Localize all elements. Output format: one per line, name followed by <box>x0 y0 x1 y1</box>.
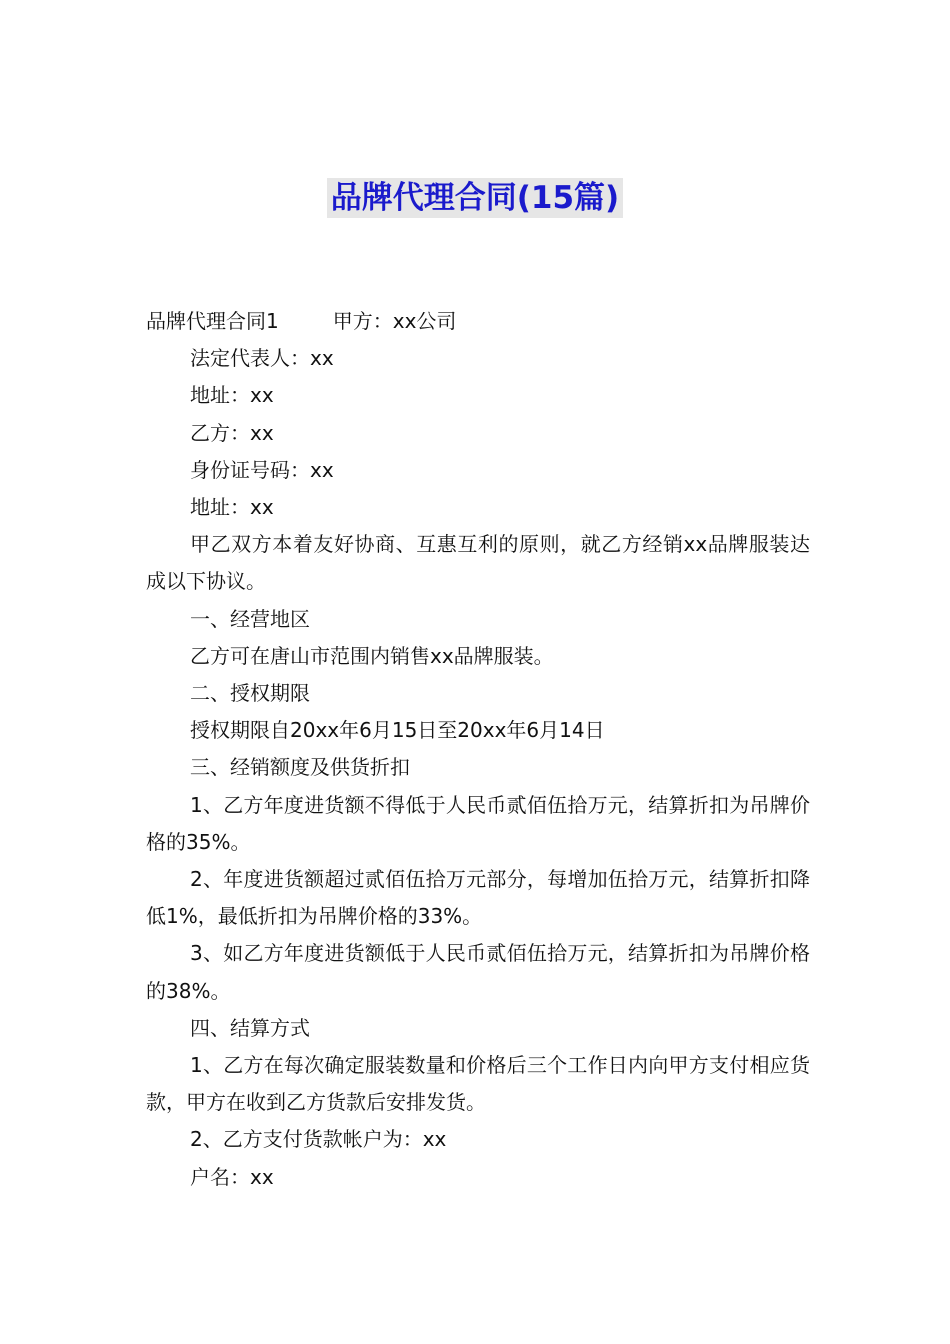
title-container <box>0 178 950 218</box>
party-b-line: 乙方：xx <box>190 420 274 445</box>
section-3-item-1: 1、乙方年度进货额不得低于人民币贰佰伍拾万元，结算折扣为吊牌价格的35%。 <box>146 792 810 854</box>
first-line <box>146 303 810 340</box>
account-name-line: 户名：xx <box>190 1164 274 1189</box>
section-4-item-1: 1、乙方在每次确定服装数量和价格后三个工作日内向甲方支付相应货款，甲方在收到乙方货款后安排发货。 <box>146 1053 810 1115</box>
section-3-item-3: 3、如乙方年度进货额低于人民币贰佰伍拾万元，结算折扣为吊牌价格的38%。 <box>146 941 810 1003</box>
agreement-intro: 甲乙双方本着友好协商、互惠互利的原则，就乙方经销xx品牌服装达成以下协议。 <box>146 532 810 594</box>
section-heading-3: 三、经销额度及供货折扣 <box>190 755 410 780</box>
party-b-address-line: 地址：xx <box>190 495 274 520</box>
document-body <box>146 303 810 1196</box>
section-heading-1: 一、经营地区 <box>190 606 310 631</box>
contract-heading: 品牌代理合同1 <box>146 309 279 333</box>
section-heading-2: 二、授权期限 <box>190 681 310 706</box>
section-heading-4: 四、结算方式 <box>190 1015 310 1040</box>
legal-rep-line: 法定代表人：xx <box>190 346 334 371</box>
document-title: 品牌代理合同(15篇) <box>327 178 623 218</box>
section-3-item-2: 2、年度进货额超过贰佰伍拾万元部分，每增加伍拾万元，结算折扣降低1%，最低折扣为吊牌价格的33%。 <box>146 867 810 929</box>
section-1-text: 乙方可在唐山市范围内销售xx品牌服装。 <box>190 643 554 668</box>
party-a-address-line: 地址：xx <box>190 383 274 408</box>
party-a-line: 甲方：xx公司 <box>332 309 457 333</box>
section-4-item-2: 2、乙方支付货款帐户为：xx <box>190 1127 447 1152</box>
id-number-line: 身份证号码：xx <box>190 457 334 482</box>
section-2-text: 授权期限自20xx年6月15日至20xx年6月14日 <box>190 718 605 743</box>
